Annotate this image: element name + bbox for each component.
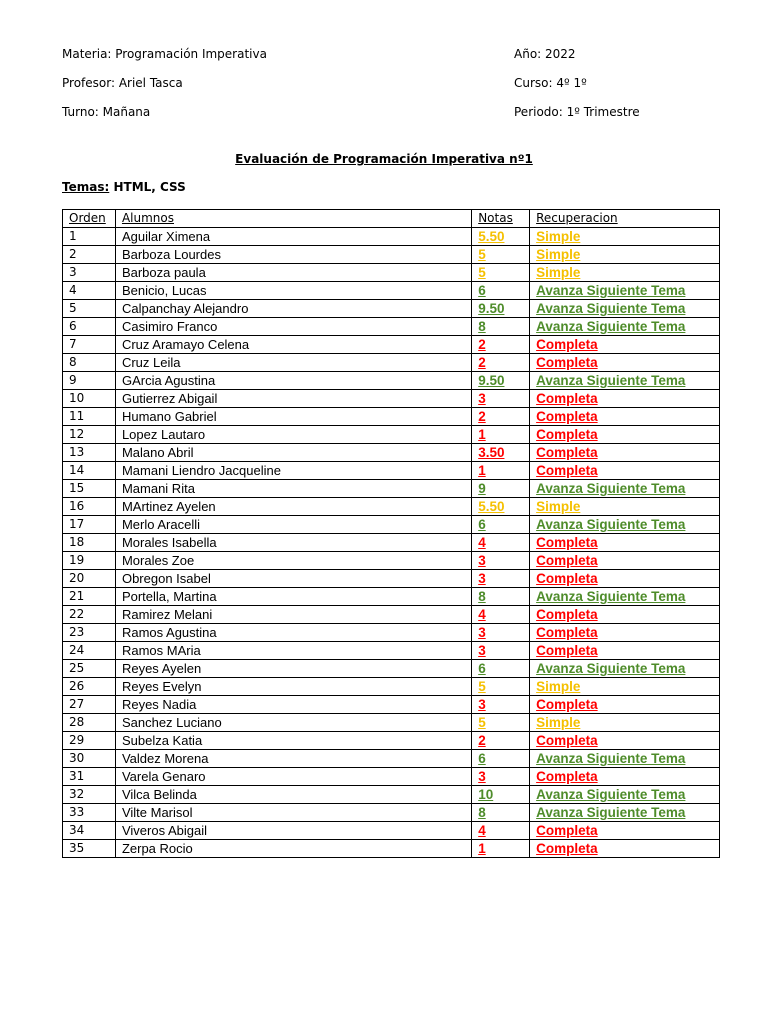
row-orden: 33 — [63, 804, 116, 822]
row-alumno: GArcia Agustina — [115, 372, 471, 390]
row-nota: 6 — [472, 660, 530, 678]
row-orden: 30 — [63, 750, 116, 768]
row-nota: 5 — [472, 678, 530, 696]
row-alumno: Ramos MAria — [115, 642, 471, 660]
row-orden: 7 — [63, 336, 116, 354]
header-turno: Turno: Mañana — [62, 105, 151, 119]
row-nota: 1 — [472, 462, 530, 480]
table-row — [63, 390, 720, 408]
row-recuperacion: Completa — [530, 696, 720, 714]
table-row — [63, 714, 720, 732]
row-nota: 3 — [472, 696, 530, 714]
row-recuperacion: Avanza Siguiente Tema — [530, 372, 720, 390]
table-row — [63, 372, 720, 390]
row-recuperacion: Simple — [530, 678, 720, 696]
row-alumno: Morales Zoe — [115, 552, 471, 570]
row-orden: 27 — [63, 696, 116, 714]
row-alumno: Reyes Evelyn — [115, 678, 471, 696]
table-row — [63, 804, 720, 822]
header-materia: Materia: Programación Imperativa — [62, 47, 267, 61]
row-nota: 5 — [472, 714, 530, 732]
table-row — [63, 552, 720, 570]
table-row — [63, 660, 720, 678]
row-recuperacion: Completa — [530, 408, 720, 426]
row-orden: 26 — [63, 678, 116, 696]
header-curso: Curso: 4º 1º — [514, 76, 587, 90]
row-alumno: Ramos Agustina — [115, 624, 471, 642]
row-alumno: Lopez Lautaro — [115, 426, 471, 444]
row-orden: 24 — [63, 642, 116, 660]
header-anio: Año: 2022 — [514, 47, 576, 61]
row-alumno: Merlo Aracelli — [115, 516, 471, 534]
table-row — [63, 264, 720, 282]
table-row — [63, 588, 720, 606]
row-nota: 2 — [472, 732, 530, 750]
table-header-row — [63, 210, 720, 228]
table-row — [63, 480, 720, 498]
row-nota: 2 — [472, 354, 530, 372]
row-alumno: Sanchez Luciano — [115, 714, 471, 732]
header-orden: Orden — [63, 210, 116, 228]
row-recuperacion: Completa — [530, 570, 720, 588]
row-nota: 4 — [472, 534, 530, 552]
table-row — [63, 786, 720, 804]
row-orden: 29 — [63, 732, 116, 750]
table-row — [63, 534, 720, 552]
row-alumno: Cruz Leila — [115, 354, 471, 372]
row-recuperacion: Completa — [530, 768, 720, 786]
table-row — [63, 768, 720, 786]
row-recuperacion: Completa — [530, 732, 720, 750]
table-row — [63, 678, 720, 696]
table-row — [63, 642, 720, 660]
row-alumno: Reyes Nadia — [115, 696, 471, 714]
table-row — [63, 426, 720, 444]
row-nota: 6 — [472, 750, 530, 768]
row-alumno: Zerpa Rocio — [115, 840, 471, 858]
table-row — [63, 822, 720, 840]
row-alumno: Portella, Martina — [115, 588, 471, 606]
row-orden: 17 — [63, 516, 116, 534]
row-recuperacion: Avanza Siguiente Tema — [530, 804, 720, 822]
row-nota: 9.50 — [472, 300, 530, 318]
row-recuperacion: Avanza Siguiente Tema — [530, 750, 720, 768]
row-orden: 9 — [63, 372, 116, 390]
temas-label: Temas: — [62, 180, 110, 194]
row-nota: 3 — [472, 642, 530, 660]
row-orden: 34 — [63, 822, 116, 840]
row-orden: 31 — [63, 768, 116, 786]
row-alumno: Vilte Marisol — [115, 804, 471, 822]
row-recuperacion: Completa — [530, 426, 720, 444]
row-recuperacion: Avanza Siguiente Tema — [530, 300, 720, 318]
table-row — [63, 228, 720, 246]
row-recuperacion: Avanza Siguiente Tema — [530, 786, 720, 804]
row-alumno: Humano Gabriel — [115, 408, 471, 426]
table-row — [63, 696, 720, 714]
row-nota: 3.50 — [472, 444, 530, 462]
row-orden: 4 — [63, 282, 116, 300]
row-alumno: Barboza Lourdes — [115, 246, 471, 264]
table-row — [63, 444, 720, 462]
row-nota: 1 — [472, 840, 530, 858]
row-orden: 11 — [63, 408, 116, 426]
header-notas: Notas — [472, 210, 530, 228]
row-nota: 8 — [472, 588, 530, 606]
row-orden: 14 — [63, 462, 116, 480]
row-nota: 4 — [472, 606, 530, 624]
row-alumno: Aguilar Ximena — [115, 228, 471, 246]
row-recuperacion: Completa — [530, 336, 720, 354]
row-alumno: MArtinez Ayelen — [115, 498, 471, 516]
row-orden: 5 — [63, 300, 116, 318]
row-recuperacion: Completa — [530, 822, 720, 840]
header-alumnos: Alumnos — [115, 210, 471, 228]
row-nota: 6 — [472, 516, 530, 534]
row-recuperacion: Completa — [530, 642, 720, 660]
row-orden: 16 — [63, 498, 116, 516]
row-alumno: Benicio, Lucas — [115, 282, 471, 300]
table-row — [63, 732, 720, 750]
table-row — [63, 336, 720, 354]
row-recuperacion: Avanza Siguiente Tema — [530, 588, 720, 606]
row-nota: 5 — [472, 246, 530, 264]
row-nota: 3 — [472, 768, 530, 786]
row-nota: 3 — [472, 552, 530, 570]
row-recuperacion: Completa — [530, 552, 720, 570]
row-recuperacion: Completa — [530, 444, 720, 462]
row-nota: 2 — [472, 408, 530, 426]
table-row — [63, 282, 720, 300]
row-alumno: Ramirez Melani — [115, 606, 471, 624]
row-orden: 13 — [63, 444, 116, 462]
row-nota: 5.50 — [472, 228, 530, 246]
row-alumno: Gutierrez Abigail — [115, 390, 471, 408]
row-orden: 18 — [63, 534, 116, 552]
row-recuperacion: Completa — [530, 534, 720, 552]
row-orden: 21 — [63, 588, 116, 606]
row-nota: 9 — [472, 480, 530, 498]
row-orden: 12 — [63, 426, 116, 444]
row-orden: 19 — [63, 552, 116, 570]
row-alumno: Morales Isabella — [115, 534, 471, 552]
row-alumno: Obregon Isabel — [115, 570, 471, 588]
row-nota: 4 — [472, 822, 530, 840]
table-row — [63, 300, 720, 318]
row-nota: 5 — [472, 264, 530, 282]
row-recuperacion: Avanza Siguiente Tema — [530, 480, 720, 498]
document-title: Evaluación de Programación Imperativa nº1 — [235, 152, 533, 166]
table-row — [63, 624, 720, 642]
table-row — [63, 840, 720, 858]
row-alumno: Barboza paula — [115, 264, 471, 282]
table-row — [63, 606, 720, 624]
row-recuperacion: Simple — [530, 228, 720, 246]
row-nota: 3 — [472, 624, 530, 642]
table-row — [63, 408, 720, 426]
row-recuperacion: Completa — [530, 840, 720, 858]
row-orden: 8 — [63, 354, 116, 372]
table-row — [63, 516, 720, 534]
row-nota: 8 — [472, 804, 530, 822]
row-orden: 20 — [63, 570, 116, 588]
row-alumno: Reyes Ayelen — [115, 660, 471, 678]
row-orden: 2 — [63, 246, 116, 264]
row-alumno: Mamani Liendro Jacqueline — [115, 462, 471, 480]
row-nota: 3 — [472, 570, 530, 588]
row-recuperacion: Simple — [530, 714, 720, 732]
table-row — [63, 570, 720, 588]
table-row — [63, 750, 720, 768]
row-orden: 25 — [63, 660, 116, 678]
row-orden: 23 — [63, 624, 116, 642]
row-orden: 32 — [63, 786, 116, 804]
temas-line — [62, 180, 186, 194]
row-alumno: Varela Genaro — [115, 768, 471, 786]
row-nota: 5.50 — [472, 498, 530, 516]
row-orden: 22 — [63, 606, 116, 624]
row-alumno: Malano Abril — [115, 444, 471, 462]
row-alumno: Valdez Morena — [115, 750, 471, 768]
row-recuperacion: Completa — [530, 354, 720, 372]
row-alumno: Subelza Katia — [115, 732, 471, 750]
row-recuperacion: Simple — [530, 498, 720, 516]
row-orden: 15 — [63, 480, 116, 498]
row-nota: 2 — [472, 336, 530, 354]
row-recuperacion: Completa — [530, 606, 720, 624]
table-row — [63, 498, 720, 516]
row-alumno: Viveros Abigail — [115, 822, 471, 840]
row-nota: 8 — [472, 318, 530, 336]
row-orden: 1 — [63, 228, 116, 246]
row-recuperacion: Completa — [530, 390, 720, 408]
header-profesor: Profesor: Ariel Tasca — [62, 76, 183, 90]
row-recuperacion: Avanza Siguiente Tema — [530, 318, 720, 336]
grades-table — [62, 209, 720, 858]
row-recuperacion: Avanza Siguiente Tema — [530, 282, 720, 300]
row-nota: 6 — [472, 282, 530, 300]
row-recuperacion: Avanza Siguiente Tema — [530, 660, 720, 678]
row-alumno: Casimiro Franco — [115, 318, 471, 336]
row-alumno: Mamani Rita — [115, 480, 471, 498]
row-nota: 3 — [472, 390, 530, 408]
row-orden: 6 — [63, 318, 116, 336]
temas-value: HTML, CSS — [109, 180, 186, 194]
table-row — [63, 318, 720, 336]
row-orden: 28 — [63, 714, 116, 732]
row-recuperacion: Completa — [530, 624, 720, 642]
row-nota: 10 — [472, 786, 530, 804]
table-row — [63, 246, 720, 264]
table-row — [63, 462, 720, 480]
row-orden: 10 — [63, 390, 116, 408]
table-row — [63, 354, 720, 372]
row-recuperacion: Completa — [530, 462, 720, 480]
header-periodo: Periodo: 1º Trimestre — [514, 105, 640, 119]
row-recuperacion: Avanza Siguiente Tema — [530, 516, 720, 534]
row-orden: 3 — [63, 264, 116, 282]
row-alumno: Cruz Aramayo Celena — [115, 336, 471, 354]
header-recuperacion: Recuperacion — [530, 210, 720, 228]
row-nota: 1 — [472, 426, 530, 444]
row-alumno: Vilca Belinda — [115, 786, 471, 804]
row-nota: 9.50 — [472, 372, 530, 390]
row-recuperacion: Simple — [530, 264, 720, 282]
row-recuperacion: Simple — [530, 246, 720, 264]
row-alumno: Calpanchay Alejandro — [115, 300, 471, 318]
row-orden: 35 — [63, 840, 116, 858]
